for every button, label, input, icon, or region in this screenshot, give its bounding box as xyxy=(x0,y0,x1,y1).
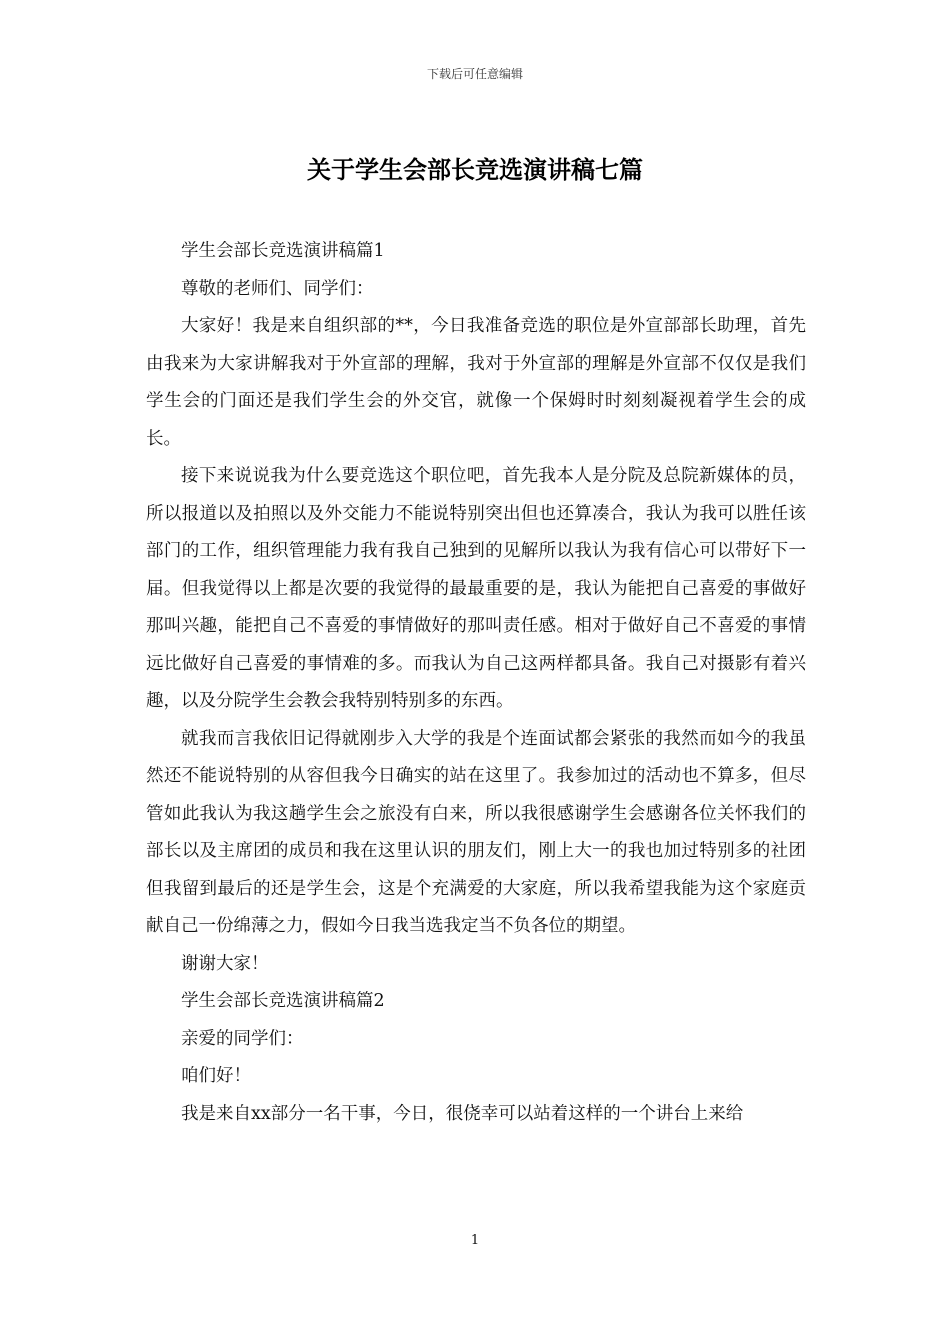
salutation: 亲爱的同学们： xyxy=(181,1028,304,1049)
body-paragraph: 我是来自xx部分一名干事，今日，很侥幸可以站着这样的一个讲台上来给 xyxy=(181,1103,744,1124)
page-number: 1 xyxy=(470,1233,480,1248)
greeting: 咱们好！ xyxy=(181,1066,251,1086)
closing-line: 谢谢大家！ xyxy=(181,953,269,974)
body-paragraph: 接下来说说我为什么要竞选这个职位吧，首先我本人是分院及总院新媒体的员，所以报道以及拍照以及外交能力不能说特别突出但也还算凑合，我认为我可以胜任该部门的工作，组织管理能力我有我自己独到的见解所以我认为我有信心可以带好下一届。但我觉得以上都是次要的我觉得的最最重要的是，我认为能把自己喜爱的事做好那叫兴趣，能把自己不喜爱的事情做好的那叫责任感。相对于做好自己不喜爱的事情远比做好自己喜爱的事情难的多。而我认为自己这两样都具备。我自己对摄影有着兴趣，以及分院学生会教会我特别特别多的东西。 xyxy=(146,466,806,711)
page-header-note: 下载后可任意编辑 xyxy=(426,67,523,81)
section-heading-2: 学生会部长竞选演讲稿篇2 xyxy=(181,991,385,1011)
salutation: 尊敬的老师们、同学们： xyxy=(181,278,374,299)
body-paragraph: 大家好！我是来自组织部的**，今日我准备竞选的职位是外宣部部长助理，首先由我来为大家讲解我对于外宣部的理解，我对于外宣部的理解是外宣部不仅仅是我们学生会的门面还是我们学生会的外交官，就像一个保姆时时刻刻凝视着学生会的成长。 xyxy=(146,316,806,449)
section-heading-1: 学生会部长竞选演讲稿篇1 xyxy=(181,241,385,261)
document-title: 关于学生会部长竞选演讲稿七篇 xyxy=(307,155,643,184)
body-paragraph: 就我而言我依旧记得就刚步入大学的我是个连面试都会紧张的我然而如今的我虽然还不能说特别的从容但我今日确实的站在这里了。我参加过的活动也不算多，但尽管如此我认为我这趟学生会之旅没有白来，所以我很感谢学生会感谢各位关怀我们的部长以及主席团的成员和我在这里认识的朋友们，刚上大一的我也加过特别多的社团但我留到最后的还是学生会，这是个充满爱的大家庭，所以我希望我能为这个家庭贡献自己一份绵薄之力，假如今日我当选我定当不负各位的期望。 xyxy=(146,728,806,936)
document-body xyxy=(146,233,806,1133)
